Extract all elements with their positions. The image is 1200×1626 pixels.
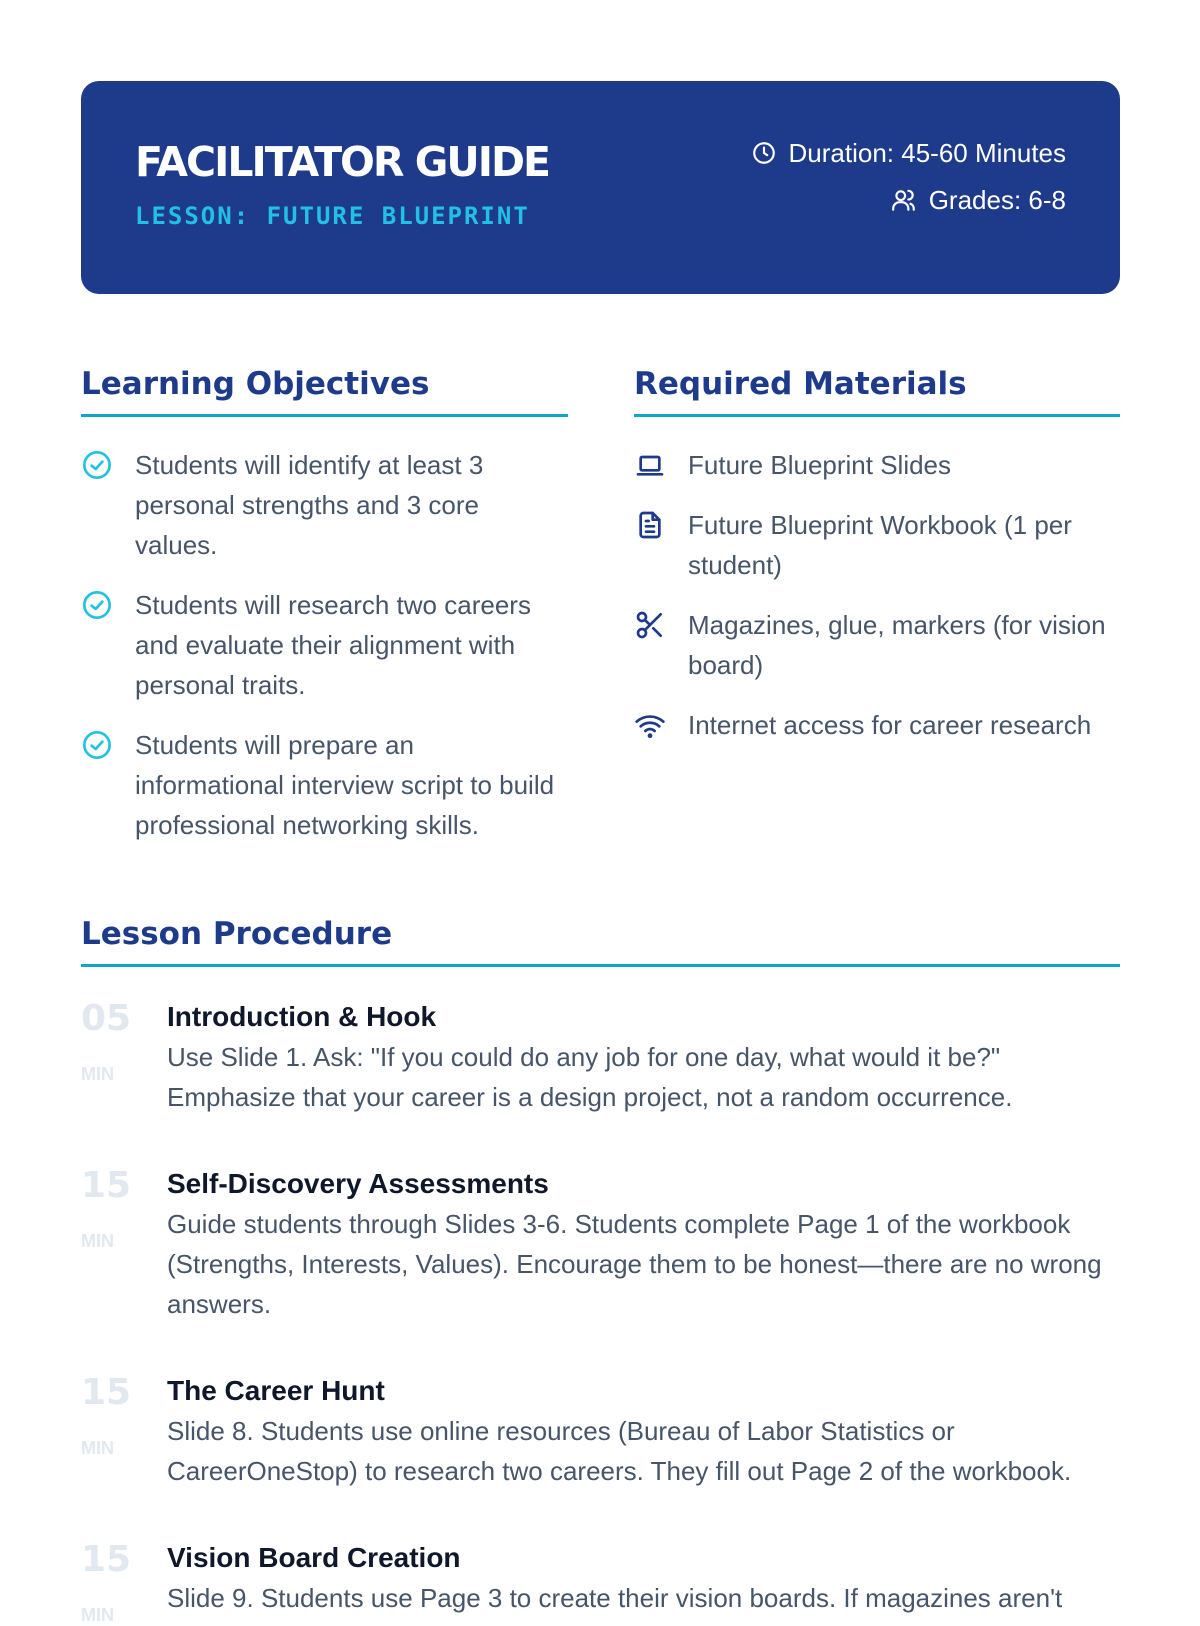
materials-heading: Required Materials: [634, 366, 967, 402]
objective-text: Students will identify at least 3 personal strengths and 3 core values.: [135, 450, 484, 560]
material-text: Internet access for career research: [688, 710, 1092, 740]
step-minutes: 15: [81, 1165, 132, 1206]
check-circle-icon: [81, 585, 115, 705]
step-title: Introduction & Hook: [167, 1001, 437, 1032]
grades-text: Grades: 6-8: [928, 185, 1066, 215]
procedure-heading: Lesson Procedure: [81, 916, 393, 952]
objective-item: [81, 585, 565, 705]
step-minutes: 15: [81, 1539, 132, 1580]
step-description: Use Slide 1. Ask: "If you could do any job for one day, what would it be?" Emphasize that your career is a design project, not a random occurrence.: [167, 1042, 1013, 1112]
objective-item: [81, 725, 565, 845]
users-icon: [891, 187, 917, 213]
step-unit: MIN: [81, 1231, 114, 1251]
check-circle-icon: [81, 725, 115, 845]
materials-divider: [634, 414, 1120, 417]
material-text: Future Blueprint Workbook (1 per student): [688, 510, 1072, 580]
step-description: Slide 8. Students use online resources (Bureau of Labor Statistics or CareerOneStop) to research two careers. They fill out Page 2 of the workbook.: [167, 1416, 1072, 1486]
objective-item: [81, 445, 565, 565]
step-description: Guide students through Slides 3-6. Students complete Page 1 of the workbook (Strengths, Interests, Values). Encourage them to be honest—there are no wrong answers.: [167, 1209, 1102, 1319]
step-minutes: 05: [81, 998, 132, 1039]
grades-info: [891, 184, 1066, 216]
step-description: Slide 9. Students use Page 3 to create their vision boards. If magazines aren't: [167, 1583, 1063, 1613]
document-icon: [634, 505, 668, 585]
duration-info: [751, 137, 1066, 169]
step-unit: MIN: [81, 1064, 114, 1084]
procedure-divider: [81, 964, 1120, 967]
objective-text: Students will prepare an informational interview script to build professional networking skills.: [135, 730, 555, 840]
material-item: [634, 705, 1120, 746]
material-text: Magazines, glue, markers (for vision board): [688, 610, 1106, 680]
objectives-divider: [81, 414, 568, 417]
step-unit: MIN: [81, 1605, 114, 1625]
step-unit: MIN: [81, 1438, 114, 1458]
clock-icon: [751, 140, 777, 166]
wifi-icon: [634, 705, 668, 746]
step-minutes: 15: [81, 1372, 132, 1413]
step-title: Vision Board Creation: [167, 1542, 461, 1573]
check-circle-icon: [81, 445, 115, 565]
header-banner: [81, 81, 1120, 294]
objective-text: Students will research two careers and evaluate their alignment with personal traits.: [135, 590, 531, 700]
step-title: The Career Hunt: [167, 1375, 385, 1406]
scissors-icon: [634, 605, 668, 685]
guide-title: FACILITATOR GUIDE: [135, 138, 549, 186]
material-text: Future Blueprint Slides: [688, 450, 952, 480]
laptop-icon: [634, 445, 668, 486]
material-item: [634, 445, 1120, 486]
duration-text: Duration: 45-60 Minutes: [788, 138, 1066, 168]
objectives-heading: Learning Objectives: [81, 366, 430, 402]
material-item: [634, 505, 1120, 585]
material-item: [634, 605, 1120, 685]
lesson-subtitle: LESSON: FUTURE BLUEPRINT: [135, 202, 530, 230]
step-title: Self-Discovery Assessments: [167, 1168, 549, 1199]
